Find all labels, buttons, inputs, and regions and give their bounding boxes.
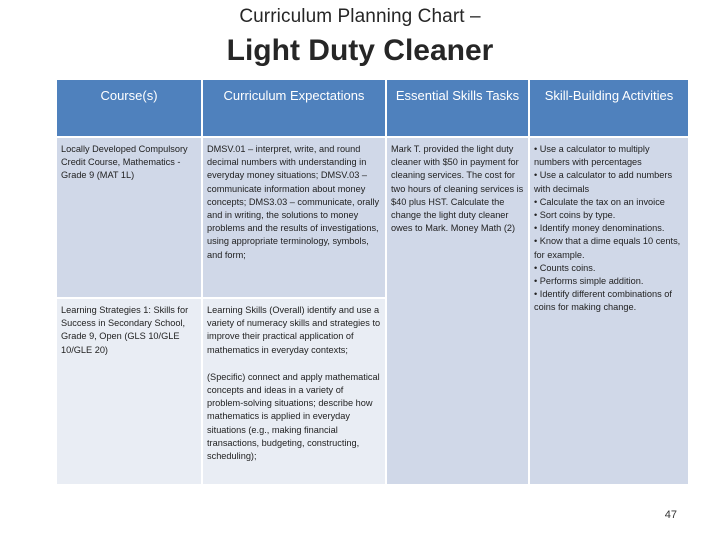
page-title: Light Duty Cleaner xyxy=(226,34,494,67)
list-item: • Identify different combinations of coins for making change. xyxy=(534,289,672,313)
table-header-row xyxy=(57,80,688,136)
header-essential-skills-tasks: Essential Skills Tasks xyxy=(387,80,528,136)
list-item: • Identify money denominations. xyxy=(534,223,665,234)
list-item: • Know that a dime equals 10 cents, for example. xyxy=(534,236,681,260)
header-skill-building-activities: Skill-Building Activities xyxy=(530,80,688,136)
expectations-overall: Learning Skills (Overall) identify and use a variety of numeracy skills and strategies to improve their practical application of mathematics in everyday contexts; xyxy=(207,305,381,355)
expectations-cell-math: DMSV.01 – interpret, write, and round decimal numbers with understanding in everyday money situations; DMSV.03 – communicate information about money concepts; DMS3.03 – communicate, orally and in writing, the solutions to money problems and the results of investigations, using appropriate terminology, symbols, and form; xyxy=(203,138,385,297)
page-number: 47 xyxy=(664,509,677,521)
activities-cell xyxy=(530,138,688,484)
page-subtitle: Curriculum Planning Chart – xyxy=(239,6,481,27)
activities-list xyxy=(534,143,684,315)
list-item: • Calculate the tax on an invoice xyxy=(534,196,665,207)
header-curriculum-expectations: Curriculum Expectations xyxy=(203,80,385,136)
course-cell-math: Locally Developed Compulsory Credit Course, Mathematics -Grade 9 (MAT 1L) xyxy=(57,138,201,297)
list-item: • Counts coins. xyxy=(534,262,596,273)
expectations-cell-learning-strategies xyxy=(203,299,385,484)
list-item: • Use a calculator to multiply numbers with percentages xyxy=(534,144,650,168)
list-item: • Sort coins by type. xyxy=(534,210,616,221)
list-item: • Performs simple addition. xyxy=(534,276,644,287)
header-courses: Course(s) xyxy=(57,80,201,136)
table-row xyxy=(57,138,688,297)
essential-task-cell: Mark T. provided the light duty cleaner with $50 in payment for cleaning services. The cost for two hours of cleaning services is $40 plus HST. Calculate the change the light duty cleaner owes to Mark. Money Math (2) xyxy=(387,138,528,484)
course-cell-learning-strategies: Learning Strategies 1: Skills for Success in Secondary School, Grade 9, Open (GLS 10/GLE 10/GLE 20) xyxy=(57,299,201,484)
curriculum-table xyxy=(55,78,690,486)
list-item: • Use a calculator to add numbers with decimals xyxy=(534,170,673,194)
expectations-specific: (Specific) connect and apply mathematical concepts and ideas in a variety of problem-solving situations; describe how mathematics is applied in everyday situations (e.g., making financial transactions, budgeting, constructing, scheduling); xyxy=(207,371,380,462)
